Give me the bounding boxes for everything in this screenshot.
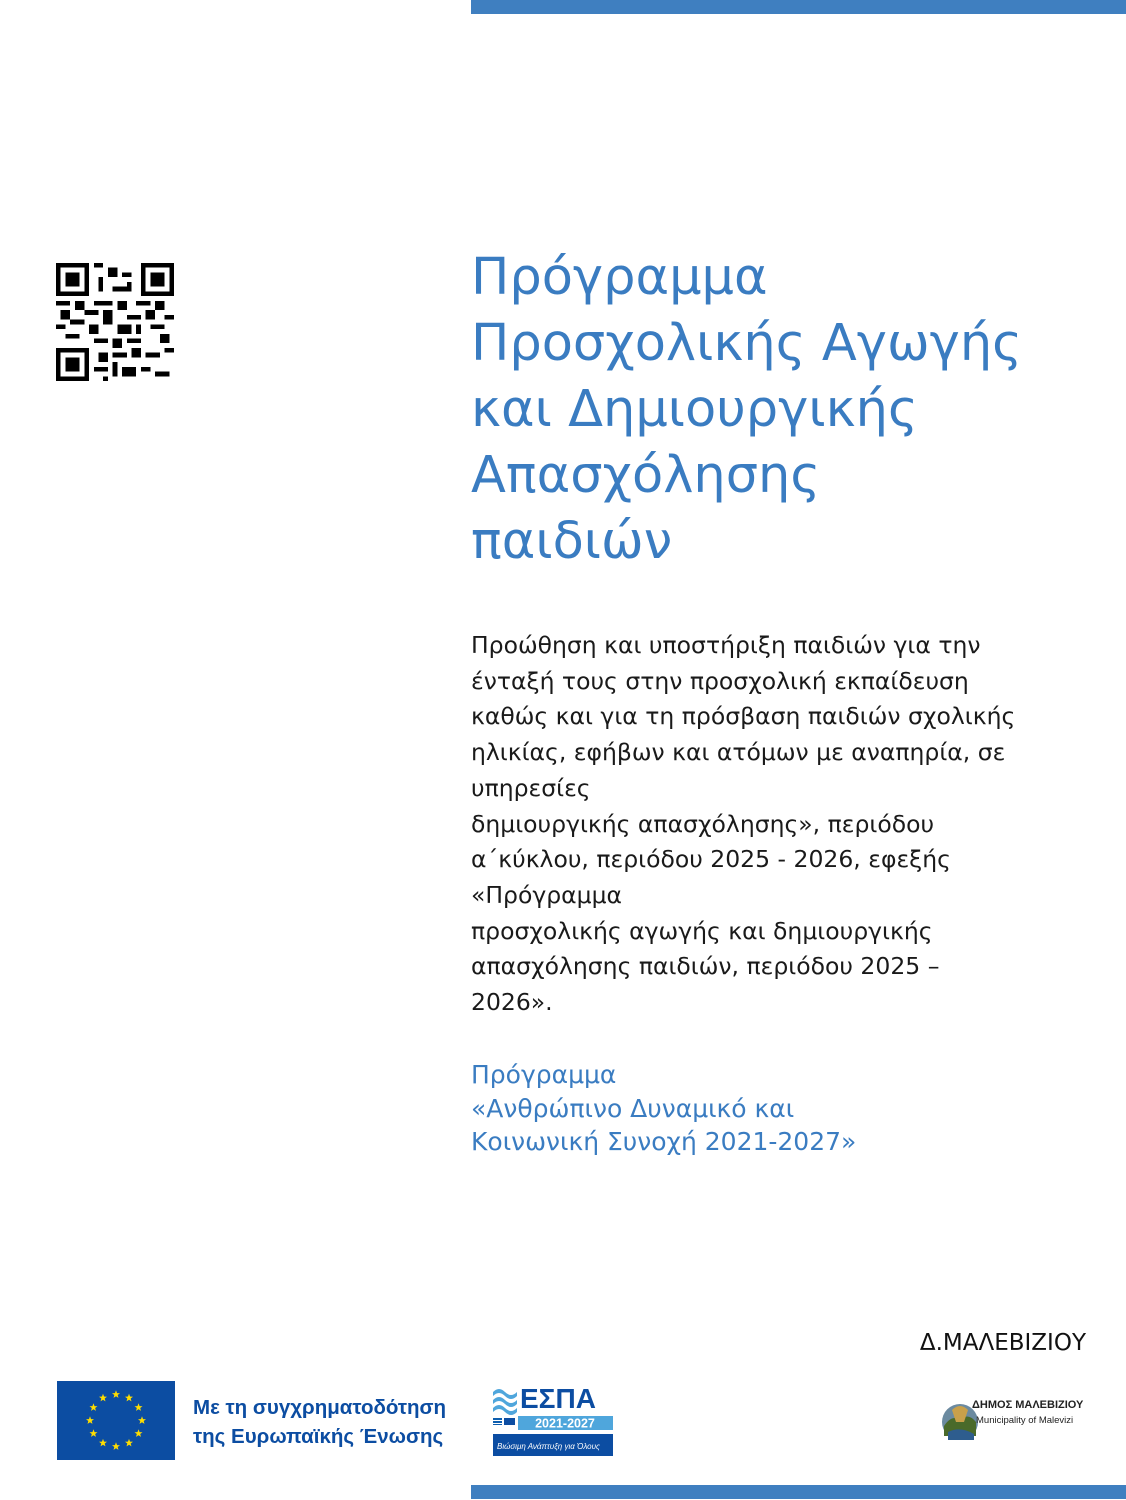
description-line: «Πρόγραμμα bbox=[471, 880, 623, 909]
description-line: υπηρεσίες bbox=[471, 773, 591, 802]
municipality-logo-name: ΔΗΜΟΣ ΜΑΛΕΒΙΖΙΟΥ bbox=[972, 1399, 1084, 1411]
municipality-label: Δ.ΜΑΛΕΒΙΖΙΟΥ bbox=[919, 1330, 1086, 1356]
eu-caption-line: Με τη συγχρηματοδότηση bbox=[193, 1396, 447, 1419]
qr-code[interactable] bbox=[56, 263, 174, 381]
description-line: προσχολικής αγωγής και δημιουργικής bbox=[471, 916, 933, 945]
title-line: και Δημιουργικής bbox=[471, 380, 918, 439]
eu-flag-icon bbox=[57, 1381, 175, 1460]
espa-tagline: Βιώσιμη Ανάπτυξη για Όλους bbox=[497, 1442, 600, 1451]
funding-program-line: Κοινωνική Συνοχή 2021-2027» bbox=[471, 1127, 857, 1156]
top-accent-bar bbox=[471, 0, 1126, 14]
municipality-logo-subtitle: Municipality of Malevizi bbox=[976, 1415, 1074, 1426]
program-title bbox=[471, 245, 1111, 575]
description-line: Προώθηση και υποστήριξη παιδιών για την bbox=[471, 631, 981, 659]
bottom-accent-bar bbox=[471, 1485, 1126, 1499]
description-line: ηλικίας, εφήβων και ατόμων με αναπηρία, σε bbox=[471, 738, 1006, 767]
description-line: δημιουργικής απασχόλησης», περιόδου bbox=[471, 809, 935, 838]
espa-years: 2021-2027 bbox=[535, 1416, 595, 1431]
espa-name: ΕΣΠΑ bbox=[520, 1383, 596, 1414]
funding-program-line: «Ανθρώπινο Δυναμικό και bbox=[471, 1093, 795, 1123]
title-line: Προσχολικής Αγωγής bbox=[471, 314, 1023, 373]
description-line: α΄κύκλου, περιόδου 2025 - 2026, εφεξής bbox=[471, 845, 951, 874]
title-line: Απασχόλησης bbox=[471, 446, 821, 505]
eu-cofunding-caption bbox=[193, 1393, 446, 1451]
description-line: ένταξή τους στην προσχολική εκπαίδευση bbox=[471, 666, 969, 695]
municipality-logo bbox=[940, 1392, 1090, 1448]
description-line: καθώς και για τη πρόσβαση παιδιών σχολικής bbox=[471, 702, 1016, 731]
description-line: απασχόλησης παιδιών, περιόδου 2025 – bbox=[471, 952, 940, 981]
funding-program-line: Πρόγραμμα bbox=[471, 1060, 617, 1089]
title-line: Πρόγραμμα bbox=[471, 248, 768, 307]
program-description bbox=[471, 628, 1091, 1021]
description-line: 2026». bbox=[471, 988, 553, 1017]
title-line: παιδιών bbox=[471, 512, 673, 571]
espa-logo bbox=[491, 1382, 615, 1458]
funding-program bbox=[471, 1058, 1091, 1159]
eu-caption-line: της Ευρωπαϊκής Ένωσης bbox=[193, 1425, 444, 1448]
